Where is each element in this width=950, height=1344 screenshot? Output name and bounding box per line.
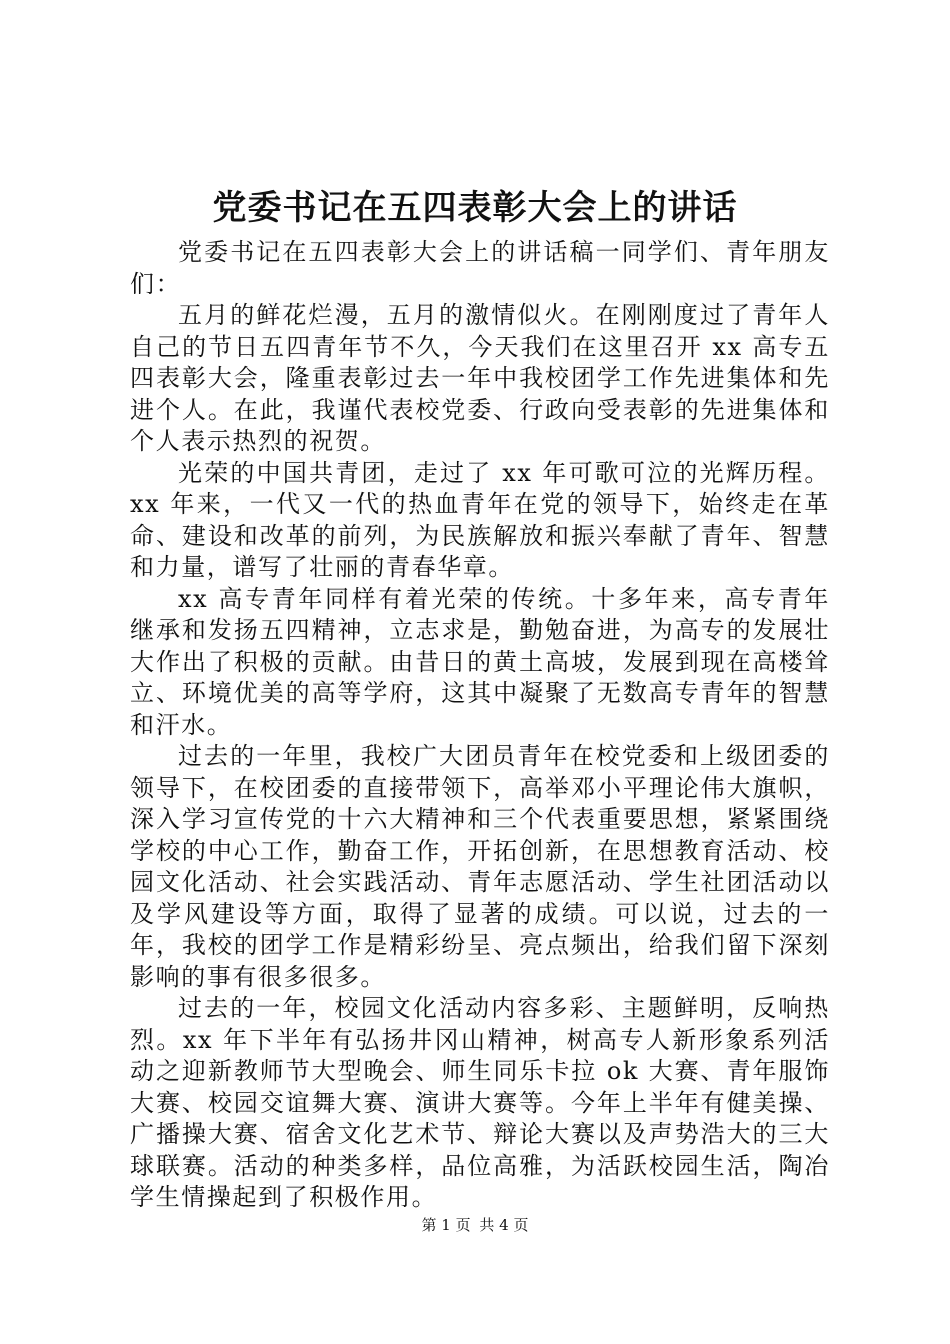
page-footer <box>0 1214 950 1236</box>
document-body <box>130 237 830 1214</box>
paragraph-history: 光荣的中国共青团，走过了 xx 年可歌可泣的光辉历程。xx 年来，一代又一代的热血青年在党的领导下，始终走在革命、建设和改革的前列，为民族解放和振兴奉献了青年、智慧和力量，谱写了壮丽的青春华章。 <box>130 458 830 581</box>
page-number: 第 1 页 <box>421 1216 471 1234</box>
document-title: 党委书记在五四表彰大会上的讲话 <box>212 188 738 228</box>
paragraph-opening: 五月的鲜花烂漫，五月的激情似火。在刚刚度过了青年人自己的节日五四青年节不久，今天我们在这里召开 xx 高专五四表彰大会，隆重表彰过去一年中我校团学工作先进集体和先进个人。在此，我谨代表校党委、行政向受表彰的先进集体和个人表示热烈的祝贺。 <box>130 301 830 455</box>
paragraph-tradition: xx 高专青年同样有着光荣的传统。十多年来，高专青年继承和发扬五四精神，立志求是，勤勉奋进，为高专的发展壮大作出了积极的贡献。由昔日的黄土高坡，发展到现在高楼耸立、环境优美的高等学府，这其中凝聚了无数高专青年的智慧和汗水。 <box>130 584 830 739</box>
page-total: 共 4 页 <box>479 1216 529 1234</box>
paragraph-greeting: 党委书记在五四表彰大会上的讲话稿一同学们、青年朋友们： <box>130 238 830 298</box>
paragraph-activities: 过去的一年，校园文化活动内容多彩、主题鲜明，反响热烈。xx 年下半年有弘扬井冈山精神，树高专人新形象系列活动之迎新教师节大型晚会、师生同乐卡拉 ok 大赛、青年服饰大赛、校园交谊舞大赛、演讲大赛等。今年上半年有健美操、广播操大赛、宿舍文化艺术节、辩论大赛以及声势浩大的三大球联赛。活动的种类多样，品位高雅，为活跃校园生活，陶冶学生情操起到了积极作用。 <box>130 994 830 1211</box>
paragraph-achievements: 过去的一年里，我校广大团员青年在校党委和上级团委的领导下，在校团委的直接带领下，高举邓小平理论伟大旗帜，深入学习宣传党的十六大精神和三个代表重要思想，紧紧围绕学校的中心工作，勤奋工作，开拓创新，在思想教育活动、校园文化活动、社会实践活动、青年志愿活动、学生社团活动以及学风建设等方面，取得了显著的成绩。可以说，过去的一年，我校的团学工作是精彩纷呈、亮点频出，给我们留下深刻影响的事有很多很多。 <box>130 742 830 991</box>
